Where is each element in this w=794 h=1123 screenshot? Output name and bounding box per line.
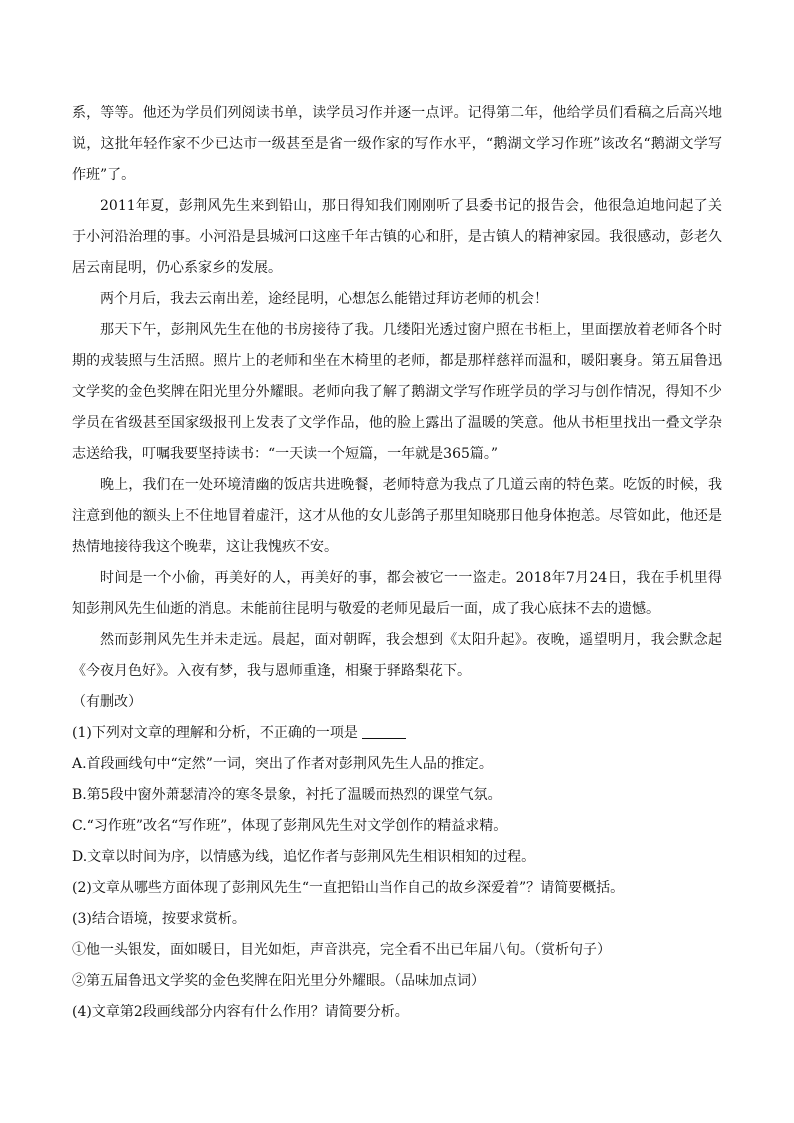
- option-b: B.第5段中窗外萧瑟清冷的寒冬景象，衬托了温暖而热烈的课堂气氛。: [72, 787, 502, 803]
- article-paragraph-4: 那天下午，彭荆风先生在他的书房接待了我。几缕阳光透过窗户照在书柜上，里面摆放着老师各个时期的戎装照与生活照。照片上的老师和坐在木椅里的老师，都是那样慈祥而温和，暖阳裹身。第五届鲁迅文学奖的金色奖牌在阳光里分外耀眼。老师向我了解了鹅湖文学写作班学员的学习与创作情况，得知不少学员在省级甚至国家级报刊上发表了文学作品，他的脸上露出了温暖的笑意。他从书柜里找出一叠文学杂志送给我，叮嘱我要坚持读书：“一天读一个短篇，一年就是365篇。”: [72, 322, 722, 462]
- article-paragraph-3: 两个月后，我去云南出差，途经昆明，心想怎么能错过拜访老师的机会！: [100, 291, 548, 307]
- question-2: (2)文章从哪些方面体现了彭荆风先生“一直把铅山当作自己的故乡深爱着”？请简要概括。: [72, 880, 625, 896]
- question-1-text: (1)下列对文章的理解和分析，不正确的一项是: [72, 725, 358, 741]
- article-paragraph-1: 系，等等。他还为学员们列阅读书单，读学员习作并逐一点评。记得第二年，他给学员们看稿之后高兴地说，这批年轻作家不少已达市一级甚至是省一级作家的写作水平，“鹅湖文学习作班”该改名“鹅湖文学写作班”了。: [72, 105, 722, 183]
- question-1: [72, 718, 722, 749]
- answer-blank[interactable]: [362, 724, 406, 739]
- article-paragraph-7: 然而彭荆风先生并未走远。晨起，面对朝晖，我会想到《太阳升起》。夜晚，遥望明月，我会默念起《今夜月色好》。入夜有梦，我与恩师重逢，相聚于驿路梨花下。: [72, 632, 722, 679]
- article-paragraph-6: 时间是一个小偷，再美好的人，再美好的事，都会被它一一盗走。2018年7月24日，我在手机里得知彭荆风先生仙逝的消息。未能前往昆明与敬爱的老师见最后一面，成了我心底抹不去的遗憾。: [72, 570, 722, 617]
- article-paragraph-2: 2011年夏，彭荆风先生来到铅山，那日得知我们刚刚听了县委书记的报告会，他很急迫地问起了关于小河沿治理的事。小河沿是县城河口这座千年古镇的心和肝，是古镇人的精神家园。我很感动，彭老久居云南昆明，仍心系家乡的发展。: [72, 198, 722, 276]
- question-3: (3)结合语境，按要求赏析。: [72, 911, 246, 927]
- edit-note: （有删改）: [72, 694, 142, 710]
- question-4: (4)文章第2段画线部分内容有什么作用？请简要分析。: [72, 1004, 409, 1020]
- option-c: C.“习作班”改名“写作班”，体现了彭荆风先生对文学创作的精益求精。: [72, 818, 508, 834]
- option-a: A.首段画线句中“定然”一词，突出了作者对彭荆风先生人品的推定。: [72, 756, 493, 772]
- question-3-sub-2: ②第五届鲁迅文学奖的金色奖牌在阳光里分外耀眼。（品味加点词）: [72, 973, 485, 989]
- option-d: D.文章以时间为序，以情感为线，追忆作者与彭荆风先生相识相知的过程。: [72, 849, 536, 865]
- document-page: [72, 98, 722, 1028]
- article-paragraph-5: 晚上，我们在一处环境清幽的饭店共进晚餐，老师特意为我点了几道云南的特色菜。吃饭的时候，我注意到他的额头上不住地冒着虚汗，这才从他的女儿彭鸽子那里知晓那日他身体抱恙。尽管如此，他还是热情地接待我这个晚辈，这让我愧疚不安。: [72, 477, 722, 555]
- question-3-sub-1: ①他一头银发，面如暖日，目光如炬，声音洪亮，完全看不出已年届八旬。（赏析句子）: [72, 942, 611, 958]
